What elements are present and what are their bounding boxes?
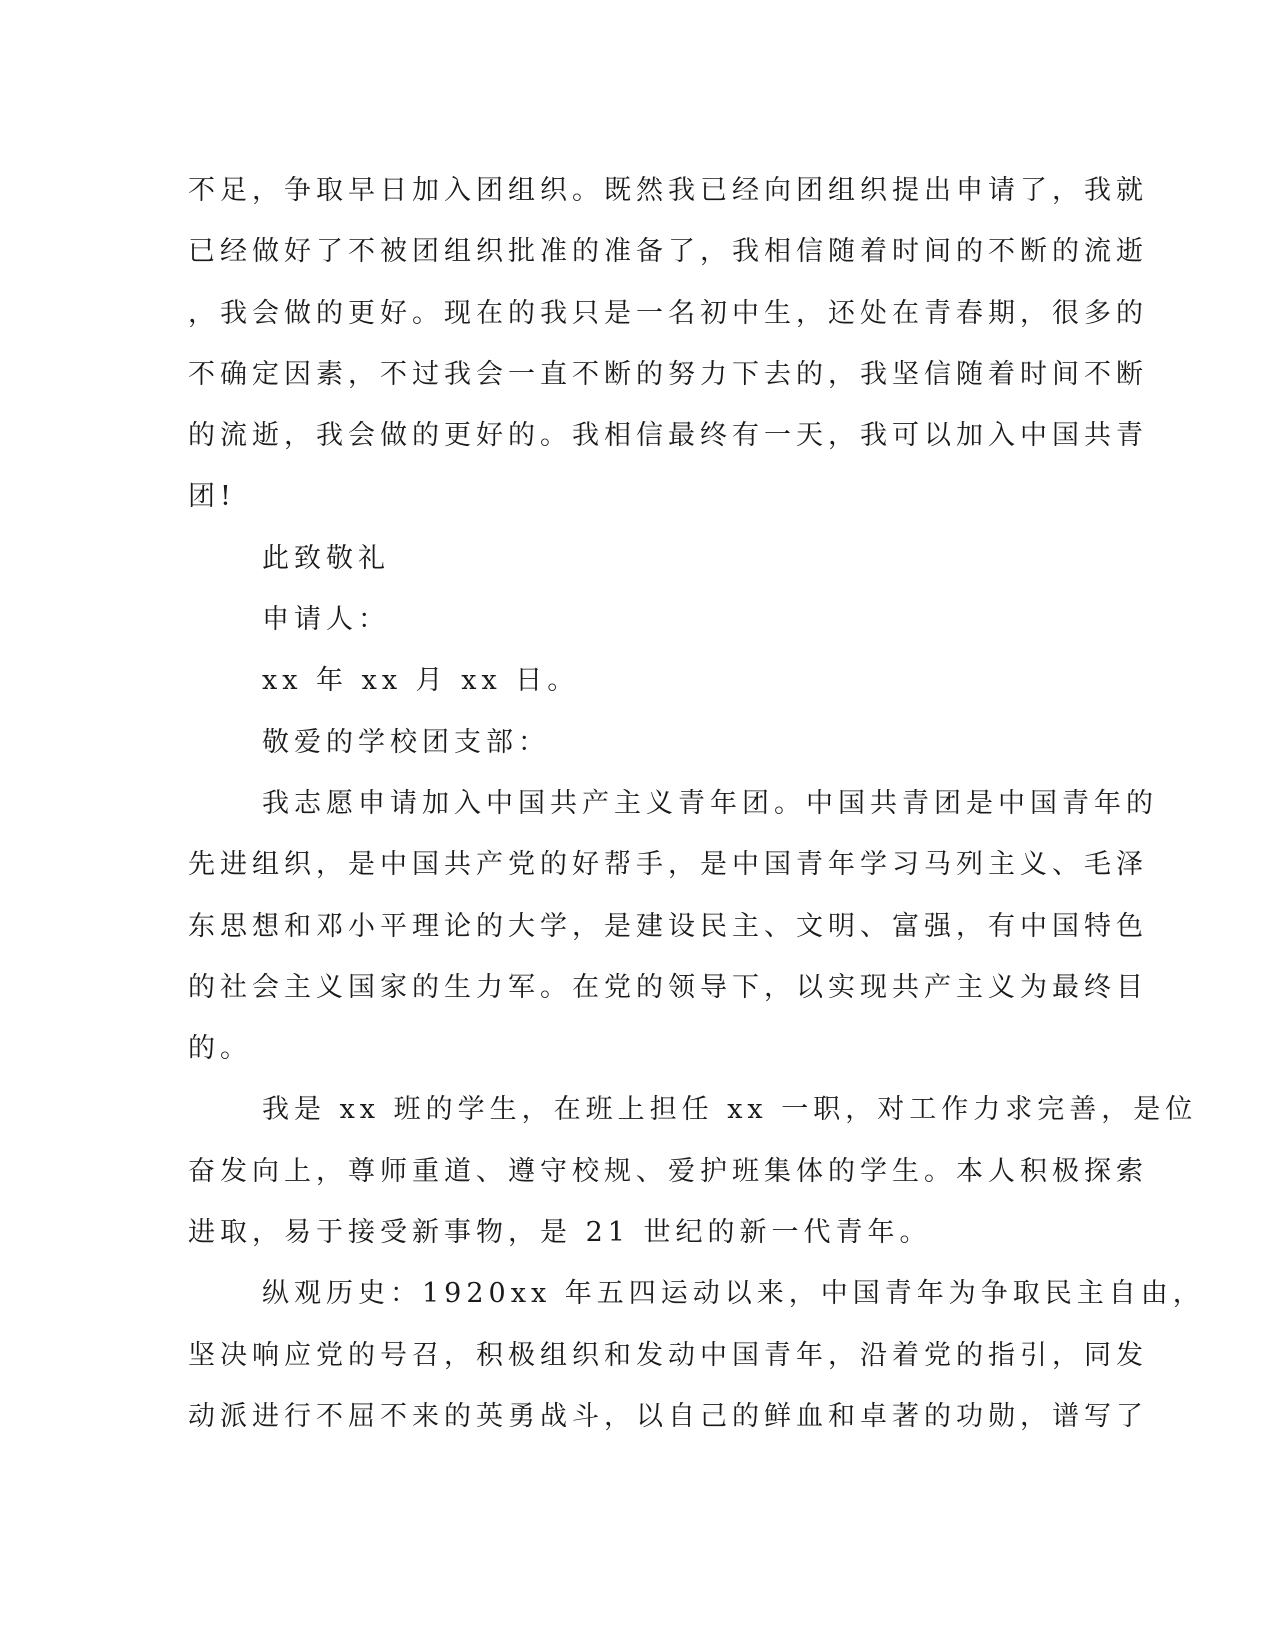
text-line: 敬爱的学校团支部： <box>262 726 550 758</box>
text-line: 不足，争取早日加入团组织。既然我已经向团组织提出申请了，我就 <box>188 175 1148 206</box>
salutation-line <box>188 712 1058 773</box>
text-line: 申请人： <box>262 604 390 636</box>
text-line: 东思想和邓小平理论的大学，是建设民主、文明、富强，有中国特色 <box>188 910 1148 942</box>
text-line: ，我会做的更好。现在的我只是一名初中生，还处在青春期，很多的 <box>188 297 1148 329</box>
text-line: 进取，易于接受新事物，是 21 世纪的新一代青年。 <box>188 1217 932 1249</box>
paragraph-1-continued <box>188 160 1148 528</box>
text-line: 此致敬礼 <box>262 542 390 574</box>
text-line: 我志愿申请加入中国共产主义青年团。中国共青团是中国青年的 <box>262 787 1158 819</box>
text-line: 奋发向上，尊师重道、遵守校规、爱护班集体的学生。本人积极探索 <box>188 1155 1148 1187</box>
text-line: 坚决响应党的号召，积极组织和发动中国青年，沿着党的指引，同发 <box>188 1339 1148 1371</box>
document-body <box>188 160 1205 1447</box>
text-line: 纵观历史：1920xx 年五四运动以来，中国青年为争取民主自由， <box>262 1278 1205 1310</box>
text-line: xx 年 xx 月 xx 日。 <box>262 665 580 697</box>
text-line: 我是 xx 班的学生，在班上担任 xx 一职，对工作力求完善，是位 <box>262 1094 1198 1126</box>
applicant-line <box>188 589 1058 650</box>
text-line: 不确定因素，不过我会一直不断的努力下去的，我坚信随着时间不断 <box>188 358 1148 390</box>
text-line: 的。 <box>188 1033 252 1065</box>
text-line: 的社会主义国家的生力军。在党的领导下，以实现共产主义为最终目 <box>188 971 1148 1003</box>
text-line: 动派进行不屈不来的英勇战斗，以自己的鲜血和卓著的功勋，谱写了 <box>188 1400 1148 1432</box>
text-line: 先进组织，是中国共产党的好帮手，是中国青年学习马列主义、毛泽 <box>188 849 1148 881</box>
text-line: 的流逝，我会做的更好的。我相信最终有一天，我可以加入中国共青 <box>188 420 1148 452</box>
text-line: 团! <box>188 481 236 513</box>
paragraph-4 <box>188 1263 1205 1447</box>
text-line: 已经做好了不被团组织批准的准备了，我相信随着时间的不断的流逝 <box>188 236 1148 268</box>
closing-phrase <box>188 528 1058 589</box>
paragraph-2 <box>188 773 1158 1079</box>
date-line <box>188 650 1058 711</box>
paragraph-3 <box>188 1079 1198 1263</box>
